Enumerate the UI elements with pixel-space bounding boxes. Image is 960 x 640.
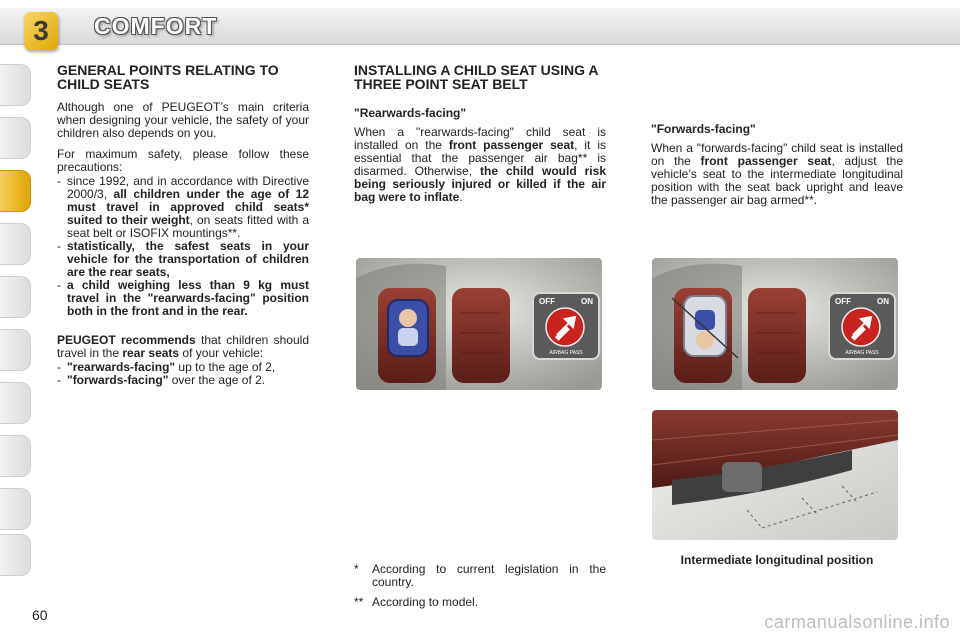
recommendation-item: - "rearwards-facing" up to the age of 2,: [57, 360, 276, 374]
chapter-tab-2[interactable]: [0, 117, 31, 159]
switch-label-on: ON: [877, 297, 889, 306]
chapter-tab-8[interactable]: [0, 435, 31, 477]
rearwards-seat-illustration: [356, 258, 602, 390]
switch-label-off: OFF: [835, 297, 851, 306]
chapter-tab-3-active[interactable]: [0, 170, 31, 212]
recommendation-item: - "forwards-facing" over the age of 2.: [57, 373, 266, 387]
chapter-tab-9[interactable]: [0, 488, 31, 530]
chapter-title: COMFORT: [94, 13, 218, 39]
footnote-item: [354, 596, 606, 609]
section-title-general: GENERAL POINTS RELATING TO CHILD SEATS: [57, 62, 279, 92]
arrow-icon: [841, 307, 881, 347]
body-text: When a "forwards-facing" child seat is installed on the: [651, 141, 903, 168]
header-bar: [0, 0, 960, 66]
chapter-number: 3: [33, 15, 49, 46]
chapter-tabs: [0, 64, 32, 574]
switch-label-on: ON: [581, 297, 593, 306]
recommendation-bold: "forwards-facing": [67, 373, 169, 387]
forwards-paragraph: [651, 142, 903, 207]
precaution-bold: all children under the age of 12 must travel in approved child seats* suited to their weight: [67, 187, 309, 227]
seat-position-caption: Intermediate longitudinal position: [680, 553, 874, 567]
arrow-icon: [545, 307, 585, 347]
intro-paragraph: Although one of PEUGEOT’s main criteria when designing your vehicle, the safety of your children also depends on you.: [57, 100, 309, 140]
chapter-tab-7[interactable]: [0, 382, 31, 424]
section-title-installing: INSTALLING A CHILD SEAT USING A THREE POINT SEAT BELT: [354, 62, 598, 92]
switch-label-off: OFF: [539, 297, 555, 306]
airbag-switch-icon: [532, 292, 600, 360]
precaution-item: - since 1992, and in accordance with Directive 2000/3, all children under the age of 12 must travel in approved child seats* suited to their weight, on seats fitted with a seat belt or ISOFIX mountings**.: [57, 174, 310, 240]
recommendation-text: up to the age of 2,: [175, 360, 276, 374]
switch-caption: AIRBAG PASS: [845, 350, 879, 356]
seat-position-illustration: [652, 410, 898, 540]
forwards-subtitle: "Forwards-facing": [651, 122, 756, 136]
recommendation-bold: PEUGEOT recommends: [57, 333, 196, 347]
body-bold: front passenger seat: [448, 138, 575, 152]
right-column: [651, 123, 903, 215]
chapter-tab-4[interactable]: [0, 223, 31, 265]
body-text: , adjust the vehicle’s seat to the intermediate longitudinal position with the seat back upright and leave the passenger air bag armed**.: [651, 154, 903, 207]
precaution-bold: a child weighing less than 9 kg must travel in the "rearwards-facing" position both in the front and in the rear.: [67, 278, 309, 318]
chapter-tab-5[interactable]: [0, 276, 31, 318]
precaution-text: since 1992, and in accordance with Directive 2000/3,: [67, 174, 309, 201]
rearwards-paragraph: [354, 126, 606, 204]
chapter-tab-10[interactable]: [0, 534, 31, 576]
airbag-switch-icon: [828, 292, 896, 360]
precautions-intro: For maximum safety, please follow these precautions:: [57, 147, 309, 174]
chapter-number-badge: [24, 12, 58, 50]
footnote-mark: **: [354, 595, 364, 609]
recommendation-text: that children should travel in the: [57, 333, 309, 360]
body-bold: front passenger seat: [700, 154, 832, 168]
watermark: carmanualsonline.info: [764, 612, 950, 632]
recommendation-text: of your vehicle:: [179, 346, 264, 360]
switch-caption: AIRBAG PASS: [549, 350, 583, 356]
body-text: When a "rearwards-facing" child seat is installed on the: [354, 125, 606, 152]
footnote-text: According to current legislation in the country.: [372, 562, 606, 589]
left-column: [57, 63, 309, 387]
recommendation-paragraph: [57, 334, 309, 360]
rearwards-subtitle: "Rearwards-facing": [354, 106, 467, 120]
footnote-item: [354, 563, 606, 589]
body-bold: the child would risk being seriously injured or killed if the air bag were to inflate: [354, 164, 606, 204]
footnotes: [354, 563, 606, 616]
precaution-bold: statistically, the safest seats in your vehicle for the transportation of children are the rear seats,: [67, 239, 309, 279]
chapter-tab-6[interactable]: [0, 329, 31, 371]
body-text: , it is essential that the passenger air bag** is disarmed. Otherwise,: [354, 138, 606, 178]
chapter-tab-1[interactable]: [0, 64, 31, 106]
recommendation-bold: "rearwards-facing": [67, 360, 176, 374]
page-number: 60: [32, 607, 48, 623]
precaution-text: , on seats fitted with a seat belt or ISOFIX mountings**.: [67, 213, 310, 240]
footnote-text: According to model.: [372, 595, 479, 609]
forwards-seat-illustration: [652, 258, 898, 390]
precaution-item: - a child weighing less than 9 kg must travel in the "rearwards-facing" position both in the front and in the rear.: [57, 278, 309, 318]
middle-column: [354, 63, 606, 212]
recommendation-bold: rear seats: [122, 346, 180, 360]
body-text: .: [459, 190, 463, 204]
precaution-item: - statistically, the safest seats in your vehicle for the transportation of children are the rear seats,: [57, 239, 309, 279]
footnote-mark: *: [354, 562, 359, 576]
recommendation-text: over the age of 2.: [168, 373, 266, 387]
